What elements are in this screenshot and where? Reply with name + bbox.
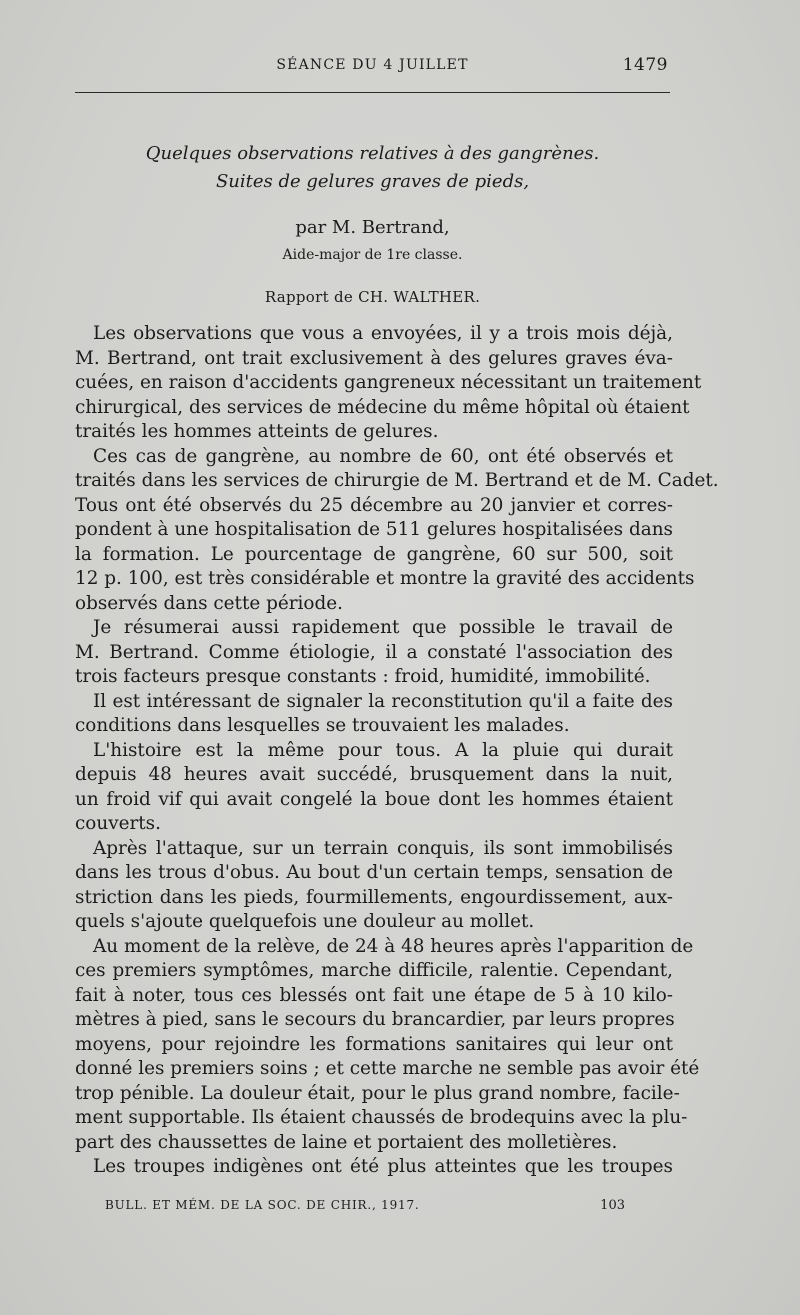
text-line: M. Bertrand. Comme étiologie, il a constaté l'association des bbox=[75, 641, 673, 663]
text-line: Il est intéressant de signaler la reconstitution qu'il a faite des bbox=[93, 690, 673, 712]
text-line: 12 p. 100, est très considérable et montre la gravité des accidents bbox=[75, 568, 695, 589]
text-line: Les troupes indigènes ont été plus atteintes que les troupes bbox=[93, 1156, 673, 1177]
text-line: traités les hommes atteints de gelures. bbox=[75, 421, 439, 442]
journal-citation: BULL. ET MÉM. DE LA SOC. DE CHIR., 1917. bbox=[105, 1198, 420, 1212]
text-line: M. Bertrand, ont trait exclusivement à des gelures graves éva- bbox=[75, 347, 673, 369]
text-line: Tous ont été observés du 25 décembre au 20 janvier et corres- bbox=[75, 494, 673, 516]
text-line: Au moment de la relève, de 24 à 48 heures après l'apparition de bbox=[93, 935, 694, 957]
text-line: la formation. Le pourcentage de gangrène, 60 sur 500, soit bbox=[75, 543, 673, 565]
article-title-line-2: Suites de gelures graves de pieds, bbox=[215, 171, 530, 192]
text-line: trop pénible. La douleur était, pour le plus grand nombre, facile- bbox=[75, 1082, 680, 1104]
article-author: par M. Bertrand, bbox=[295, 217, 450, 238]
text-line: depuis 48 heures avait succédé, brusquement dans la nuit, bbox=[75, 764, 673, 785]
report-by: Rapport de CH. WALTHER. bbox=[264, 288, 481, 306]
text-line: ment supportable. Ils étaient chaussés de brodequins avec la plu- bbox=[75, 1107, 688, 1128]
text-line: quels s'ajoute quelquefois une douleur au mollet. bbox=[75, 911, 535, 932]
text-line: dans les trous d'obus. Au bout d'un certain temps, sensation de bbox=[75, 862, 673, 883]
text-line: pondent à une hospitalisation de 511 gelures hospitalisées dans bbox=[75, 519, 673, 540]
text-line: donné les premiers soins ; et cette marche ne semble pas avoir été bbox=[75, 1058, 700, 1079]
text-line: striction dans les pieds, fourmillements, engourdissement, aux- bbox=[75, 886, 673, 908]
text-line: fait à noter, tous ces blessés ont fait une étape de 5 à 10 kilo- bbox=[75, 984, 673, 1006]
text-line: couverts. bbox=[75, 813, 161, 834]
text-line: chirurgical, des services de médecine du même hôpital où étaient bbox=[75, 396, 690, 418]
text-line: L'histoire est la même pour tous. A la pluie qui durait bbox=[93, 739, 673, 761]
article-title-line-1: Quelques observations relatives à des gangrènes. bbox=[145, 143, 600, 164]
running-head: SÉANCE DU 4 JUILLET bbox=[276, 57, 469, 73]
text-line: Les observations que vous a envoyées, il y a trois mois déjà, bbox=[93, 323, 673, 344]
article-title-block bbox=[75, 140, 670, 308]
text-line: Ces cas de gangrène, au nombre de 60, ont été observés et bbox=[93, 445, 673, 467]
text-line: part des chaussettes de laine et portaient des molletières. bbox=[75, 1131, 618, 1153]
text-line: conditions dans lesquelles se trouvaient les malades. bbox=[75, 715, 570, 736]
page-number: 1479 bbox=[622, 55, 668, 75]
text-line: cuées, en raison d'accidents gangreneux nécessitant un traitement bbox=[75, 372, 702, 393]
header-rule bbox=[75, 92, 670, 93]
text-line: un froid vif qui avait congelé la boue dont les hommes étaient bbox=[75, 788, 673, 810]
page-footer bbox=[105, 1198, 625, 1220]
text-line: observés dans cette période. bbox=[75, 592, 343, 614]
text-line: traités dans les services de chirurgie de M. Bertrand et de M. Cadet. bbox=[75, 470, 719, 491]
text-line: moyens, pour rejoindre les formations sanitaires qui leur ont bbox=[75, 1033, 673, 1055]
page-header bbox=[75, 55, 670, 83]
text-line: ces premiers symptômes, marche difficile, ralentie. Cependant, bbox=[75, 960, 673, 981]
text-line: mètres à pied, sans le secours du brancardier, par leurs propres bbox=[75, 1009, 675, 1030]
text-line: trois facteurs presque constants : froid, humidité, immobilité. bbox=[75, 666, 651, 687]
text-line: Après l'attaque, sur un terrain conquis, ils sont immobilisés bbox=[93, 837, 673, 859]
article-body bbox=[75, 322, 719, 1180]
text-line: Je résumerai aussi rapidement que possible le travail de bbox=[93, 617, 673, 638]
author-rank: Aide-major de 1re classe. bbox=[282, 247, 463, 263]
signature-number: 103 bbox=[600, 1198, 625, 1213]
